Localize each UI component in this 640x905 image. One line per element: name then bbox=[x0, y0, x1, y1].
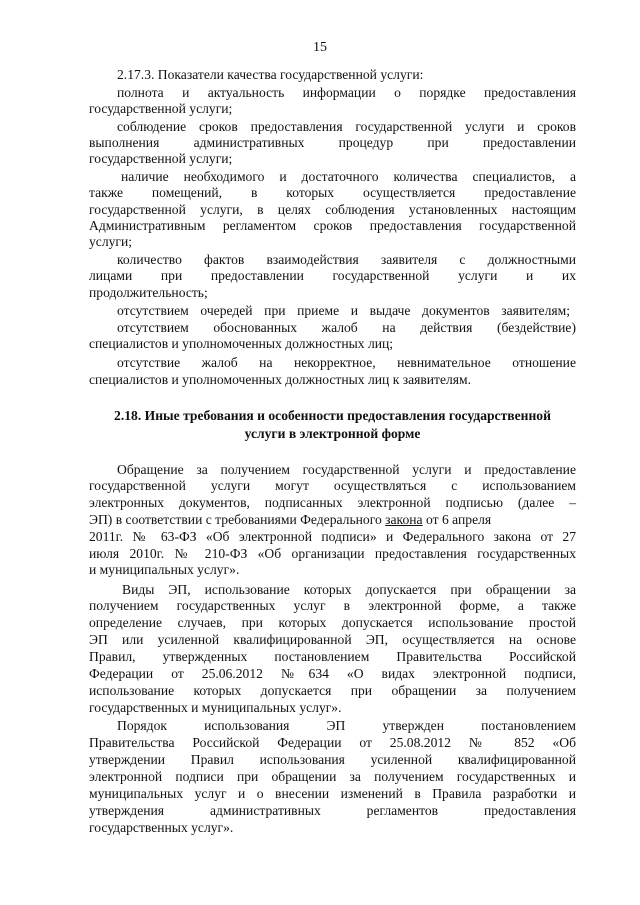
paragraph-text: от 6 апреля bbox=[422, 512, 492, 527]
section-217-line: государственной услуги; bbox=[89, 101, 233, 116]
section-217-line: государственной услуги; bbox=[89, 151, 233, 166]
section-217-line: 2.17.3. Показатели качества государственной услуги: bbox=[117, 67, 424, 82]
section-217-line: продолжительность; bbox=[89, 285, 208, 300]
paragraph-line: Правительства Российской Федерации от 25.08.2012 № 852 «Об bbox=[89, 735, 576, 750]
section-217-line: специалистов и уполномоченных должностных лиц к заявителям. bbox=[89, 372, 472, 387]
paragraph-line: утверждения административных регламентов предоставления bbox=[89, 803, 576, 818]
section-217-line: полнота и актуальность информации о порядке предоставления bbox=[117, 85, 576, 100]
paragraph-line: муниципальных услуг и о внесении изменений в Правила разработки и bbox=[89, 786, 576, 801]
page-number: 15 bbox=[313, 40, 327, 55]
section-217-line: выполнения административных процедур при предоставлении bbox=[89, 135, 576, 150]
section-217-line: отсутствием обоснованных жалоб на действия (бездействие) bbox=[117, 320, 576, 335]
paragraph-line: получением государственных услуг в электронной форме, а также bbox=[89, 598, 576, 613]
paragraph-line: утверждении Правил использования усиленной квалифицированной bbox=[89, 752, 576, 767]
section-217-line: отсутствие жалоб на некорректное, невнимательное отношение bbox=[117, 355, 576, 370]
paragraph-line bbox=[89, 512, 576, 528]
law-link[interactable]: закона bbox=[385, 512, 423, 527]
paragraph-line: июля 2010г. № 210-ФЗ «Об организации предоставления государственных bbox=[89, 546, 576, 561]
section-217-line: услуги; bbox=[89, 234, 133, 249]
paragraph-line: Обращение за получением государственной услуги и предоставление bbox=[117, 462, 576, 477]
section-217-line: наличие необходимого и достаточного количества специалистов, а bbox=[121, 169, 576, 184]
paragraph-line: электронной подписи при обращении за получением государственных и bbox=[89, 769, 576, 784]
paragraph-line: Правил, утвержденных постановлением Правительства Российской bbox=[89, 649, 576, 664]
paragraph-line: Федерации от 25.06.2012 №634 «О видах электронной подписи, bbox=[89, 666, 576, 681]
section-217-line: государственной услуги, в целях соблюдения установленных настоящим bbox=[89, 202, 576, 217]
paragraph-line: ЭП или усиленной квалифицированной ЭП, осуществляется на основе bbox=[89, 632, 576, 647]
section-217-line: также помещений, в которых осуществляется предоставление bbox=[89, 185, 576, 200]
paragraph-line: 2011г. № 63-ФЗ «Об электронной подписи» и Федерального закона от 27 bbox=[89, 529, 576, 544]
section-heading: услуги в электронной форме bbox=[244, 426, 421, 441]
section-217-line: специалистов и уполномоченных должностных лиц; bbox=[89, 336, 394, 351]
paragraph-line: Виды ЭП, использование которых допускается при обращении за bbox=[122, 582, 576, 597]
section-217-line: соблюдение сроков предоставления государственной услуги и сроков bbox=[117, 119, 576, 134]
paragraph-line: определение случаев, при которых допускается использование простой bbox=[89, 615, 576, 630]
section-217-line: Административным регламентом сроков предоставления государственной bbox=[89, 218, 576, 233]
paragraph-line: государственных и муниципальных услуг». bbox=[89, 700, 342, 715]
paragraph-line: государственных услуг». bbox=[89, 820, 234, 835]
paragraph-text: ЭП) в соответствии с требованиями Федерального bbox=[89, 512, 386, 527]
section-217-line: лицами при предоставлении государственной услуги и их bbox=[89, 268, 576, 283]
section-217-line: отсутствием очередей при приеме и выдаче документов заявителям; bbox=[117, 303, 570, 318]
paragraph-line: электронных документов, подписанных электронной подписью (далее – bbox=[89, 495, 576, 510]
paragraph-line: использование которых допускается при обращении за получением bbox=[89, 683, 576, 698]
section-heading: 2.18. Иные требования и особенности предоставления государственной bbox=[114, 408, 551, 423]
paragraph-line: государственной услуги могут осуществляться с использованием bbox=[89, 478, 576, 493]
section-217-line: количество фактов взаимодействия заявителя с должностными bbox=[117, 252, 576, 267]
paragraph-line: Порядок использования ЭП утвержден постановлением bbox=[117, 718, 576, 733]
paragraph-line: и муниципальных услуг». bbox=[89, 562, 240, 577]
